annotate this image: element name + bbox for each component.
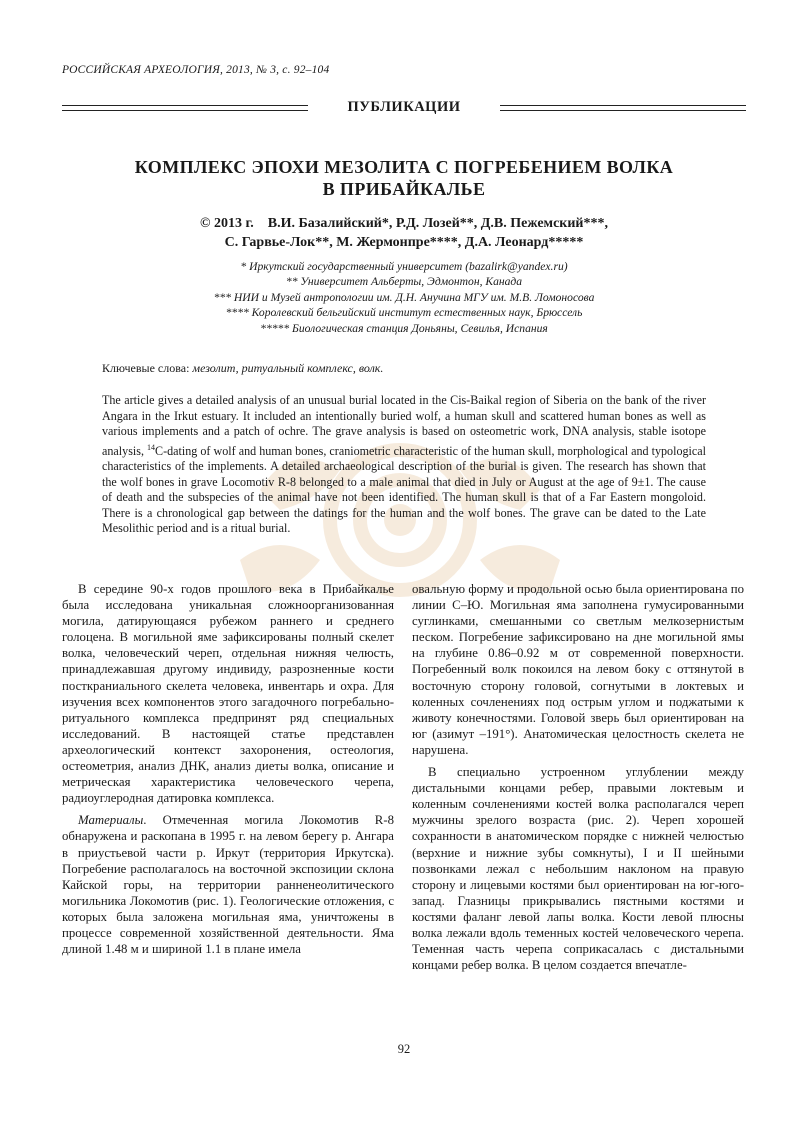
section-bar <box>62 100 746 120</box>
body-column-right <box>412 581 744 973</box>
paragraph-text: . Отмеченная могила Локомотив R-8 обнаружена и раскопана в 1995 г. на левом берегу р. Ангара в приустьевой части р. Иркут (территория Иркутска). Погребение располагалось на восточной экспозиции склона Кайской горы, на территории ранненеолитического могильника Локомотив (рис. 1). Геологические отложения, с которых была заложена могильная яма, уничтожены в процессе современной хозяйственной деятельности. Яма длиной 1.48 м и шириной 1.1 в плане имела <box>62 813 394 957</box>
affiliation: **** Королевский бельгийский институт естественных наук, Брюссель <box>225 306 583 320</box>
affiliation: * Иркутский государственный университет (bazalirk@yandex.ru) <box>240 260 568 273</box>
affiliations <box>62 259 746 336</box>
affiliation: ***** Биологическая станция Доньяны, Севилья, Испания <box>260 321 548 335</box>
abstract-text: The article gives a detailed analysis of an unusual burial located in the Cis-Baikal region of Siberia on the bank of the river Angara in the Irkut estuary. It included an intentionally buried wolf, a human skull and scattered human bones as well as various implements and a patch of ochre. The grave analysis is based on osteometric work, DNA analysis, stable isotope analysis, <box>102 393 706 458</box>
abstract <box>102 393 706 537</box>
section-label: ПУБЛИКАЦИИ <box>347 99 461 115</box>
paragraph: В середине 90-х годов прошлого века в Прибайкалье была исследована уникальная сложноорганизованная могила, датирующаяся рубежом раннего и среднего голоцена. В могильной яме зафиксированы полный скелет волка, человеческий череп, отдельная нижняя челюсть, принадлежавшая другому индивиду, разрозненные кости посткраниального скелета человека, инвентарь и охра. Для изучения всех компонентов этого загадочного погребально-ритуального комплекса предпринят ряд специальных исследований. В настоящей статье представлен археологический контекст захоронения, остеология, остеометрия, анализ ДНК, анализ диеты волка, описание и метрическая характеристика человеческого черепа, радиоуглеродная датировка комплекса. <box>62 582 394 806</box>
title-line-1: КОМПЛЕКС ЭПОХИ МЕЗОЛИТА С ПОГРЕБЕНИЕМ ВОЛКА <box>134 157 674 177</box>
paragraph <box>62 812 394 957</box>
journal-header: РОССИЙСКАЯ АРХЕОЛОГИЯ, 2013, № 3, с. 92–104 <box>62 64 330 76</box>
keywords-value: мезолит, ритуальный комплекс, волк. <box>192 361 384 375</box>
paragraph-lead: Материалы <box>78 813 144 828</box>
abstract-text: C-dating of wolf and human bones, craniometric characteristic of the human skull, morphological and typological characteristics of the implements. A detailed archaeological description of the burial is given. The research has shown that the wolf bones in grave Locomotiv R-8 belonged to a male animal that died in July or August at the age of 9±1. The cause of death and the subspecies of the animal have not been identified. The human skull is that of a Far Eastern mongoloid. There is a chronological gap between the datings for the human and the wolf bones. The grave can be dated to the Late Mesolithic period and is a ritual burial. <box>102 443 707 536</box>
page-number: 92 <box>397 1042 411 1056</box>
affiliation: *** НИИ и Музей антропологии им. Д.Н. Анучина МГУ им. М.В. Ломоносова <box>213 290 595 304</box>
section-rule-right <box>500 105 746 111</box>
keywords <box>102 361 383 376</box>
authors-line-2: С. Гарвье-Лок**, М. Жермонпре****, Д.А. Леонард***** <box>224 235 584 250</box>
affiliation: ** Университет Альберты, Эдмонтон, Канада <box>285 275 523 289</box>
title-line-2: В ПРИБАЙКАЛЬЕ <box>322 179 486 199</box>
abstract-superscript: 14 <box>147 442 156 452</box>
authors-line-1: © 2013 г. В.И. Базалийский*, Р.Д. Лозей**, Д.В. Пежемский***, <box>200 216 608 231</box>
body-column-left <box>62 581 394 957</box>
paragraph: овальную форму и продольной осью была ориентирована по линии С–Ю. Могильная яма заполнена гумусированными суглинками, смешанными со светлым мелкозернистым песком. Погребение зафиксировано на дне могильной ямы на глубине 0.86–0.92 м от современной поверхности. Погребенный волк покоился на левом боку с оттянутой в восточную сторону головой, согнутыми в локтевых и коленных сочленениях под острым углом и поджатыми к животу конечностями. Головой зверь был ориентирован на юг (азимут –191°). Анатомическая целостность скелета не нарушена. <box>412 582 744 757</box>
keywords-label: Ключевые слова: <box>102 361 190 375</box>
authors <box>62 214 746 252</box>
paragraph: В специально устроенном углублении между дистальными концами ребер, правыми локтевым и коленным сочленениями костей волка располагался череп мужчины зрелого возраста (рис. 2). Череп хорошей сохранности в анатомическом порядке с нижней челюстью (верхние и нижние зубы сомкнуты), I и II шейными позвонками лежал с небольшим наклоном на правую сторону и лицевыми костями был ориентирован на юг-юго-запад. Глазницы прикрывались пястными костями и костями фаланг левой лапы волка. Кости левой плюсны волка лежали вдоль теменных костей человеческого черепа. Теменная часть черепа соприкасалась с дистальными концами ребер волка. В целом создается впечатле- <box>412 765 744 973</box>
article-title <box>62 156 746 200</box>
